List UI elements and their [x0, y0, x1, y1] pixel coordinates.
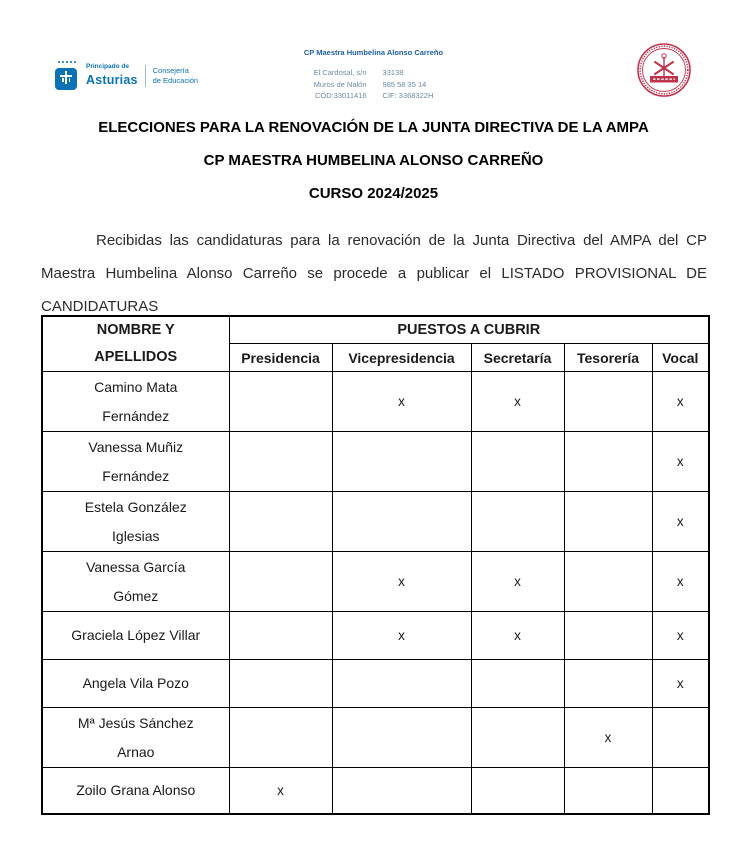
school-contact-right: 33138 — [382, 68, 404, 78]
candidate-name: Camino Mata Fernández — [42, 372, 229, 432]
position-mark: x — [564, 708, 652, 768]
table-row — [42, 552, 709, 612]
table-row — [42, 708, 709, 768]
col-header-presidencia: Presidencia — [229, 344, 332, 372]
school-contact-left: El Cardosal, s/n — [313, 68, 367, 78]
position-mark: x — [332, 612, 471, 660]
position-mark: x — [652, 372, 709, 432]
title-line-2: CP MAESTRA HUMBELINA ALONSO CARREÑO — [203, 152, 544, 169]
candidate-name: Mª Jesús Sánchez Arnao — [42, 708, 229, 768]
position-empty — [229, 660, 332, 708]
candidate-name: Angela Vila Pozo — [42, 660, 229, 708]
position-empty — [332, 768, 471, 814]
position-empty — [229, 432, 332, 492]
position-mark: x — [652, 660, 709, 708]
document-title — [0, 111, 747, 210]
position-mark: x — [652, 612, 709, 660]
position-empty — [229, 372, 332, 432]
position-empty — [471, 708, 564, 768]
position-empty — [471, 492, 564, 552]
col-header-name: NOMBRE Y APELLIDOS — [42, 316, 229, 372]
table-row — [42, 432, 709, 492]
table-row — [42, 768, 709, 814]
title-line-1: ELECCIONES PARA LA RENOVACIÓN DE LA JUNTA DIRECTIVA DE LA AMPA — [98, 119, 649, 136]
position-empty — [471, 768, 564, 814]
position-empty — [564, 768, 652, 814]
position-empty — [652, 768, 709, 814]
table-row — [42, 492, 709, 552]
position-empty — [564, 372, 652, 432]
school-contact-right: CIF: 3368322H — [382, 90, 434, 100]
position-mark: x — [471, 552, 564, 612]
col-header-tesoreria: Tesorería — [564, 344, 652, 372]
position-empty — [564, 432, 652, 492]
candidate-name: Estela González Iglesias — [42, 492, 229, 552]
col-header-secretaria: Secretaría — [471, 344, 564, 372]
position-mark: x — [652, 552, 709, 612]
position-empty — [564, 552, 652, 612]
position-empty — [229, 612, 332, 660]
table-row — [42, 660, 709, 708]
school-contact-left: Muros de Nalón — [313, 79, 367, 89]
position-mark: x — [332, 552, 471, 612]
school-contact-rows — [314, 67, 434, 101]
candidate-name: Graciela López Villar — [42, 612, 229, 660]
col-header-vocal: Vocal — [652, 344, 709, 372]
position-mark: x — [332, 372, 471, 432]
position-empty — [229, 492, 332, 552]
intro-paragraph: Recibidas las candidaturas para la renovación de la Junta Directiva del AMPA del CP Maestra Humbelina Alonso Carreño se procede a publicar el LISTADO PROVISIONAL DE CANDIDATURAS — [41, 232, 707, 315]
position-empty — [332, 432, 471, 492]
school-name: CP Maestra Humbelina Alonso Carreño — [303, 48, 444, 57]
position-empty — [332, 708, 471, 768]
position-mark: x — [652, 492, 709, 552]
asturias-logo-dept: Consejería de Educación — [152, 65, 199, 85]
position-mark: x — [471, 372, 564, 432]
school-contact-block — [0, 47, 747, 101]
asturias-logo-name: Asturias — [86, 72, 138, 87]
position-mark: x — [652, 432, 709, 492]
position-mark: x — [229, 768, 332, 814]
position-empty — [229, 708, 332, 768]
school-seal — [636, 42, 692, 98]
position-empty — [471, 432, 564, 492]
position-empty — [564, 492, 652, 552]
title-line-3: CURSO 2024/2025 — [308, 185, 439, 202]
candidate-name: Vanessa Muñiz Fernández — [42, 432, 229, 492]
position-empty — [229, 552, 332, 612]
school-contact-left: CÓD:33011416 — [314, 90, 367, 100]
asturias-logo-pre: Principado de — [86, 63, 129, 71]
candidate-name: Vanessa García Gómez — [42, 552, 229, 612]
col-header-vicepresidencia: Vicepresidencia — [332, 344, 471, 372]
position-empty — [564, 660, 652, 708]
position-empty — [652, 708, 709, 768]
position-empty — [471, 660, 564, 708]
position-empty — [564, 612, 652, 660]
position-mark: x — [471, 612, 564, 660]
table-row — [42, 372, 709, 432]
candidates-table — [41, 315, 710, 815]
table-row — [42, 612, 709, 660]
position-empty — [332, 492, 471, 552]
school-contact-right: 985 58 35 14 — [382, 79, 427, 89]
candidate-name: Zoilo Grana Alonso — [42, 768, 229, 814]
col-header-group: PUESTOS A CUBRIR — [229, 316, 709, 344]
position-empty — [332, 660, 471, 708]
